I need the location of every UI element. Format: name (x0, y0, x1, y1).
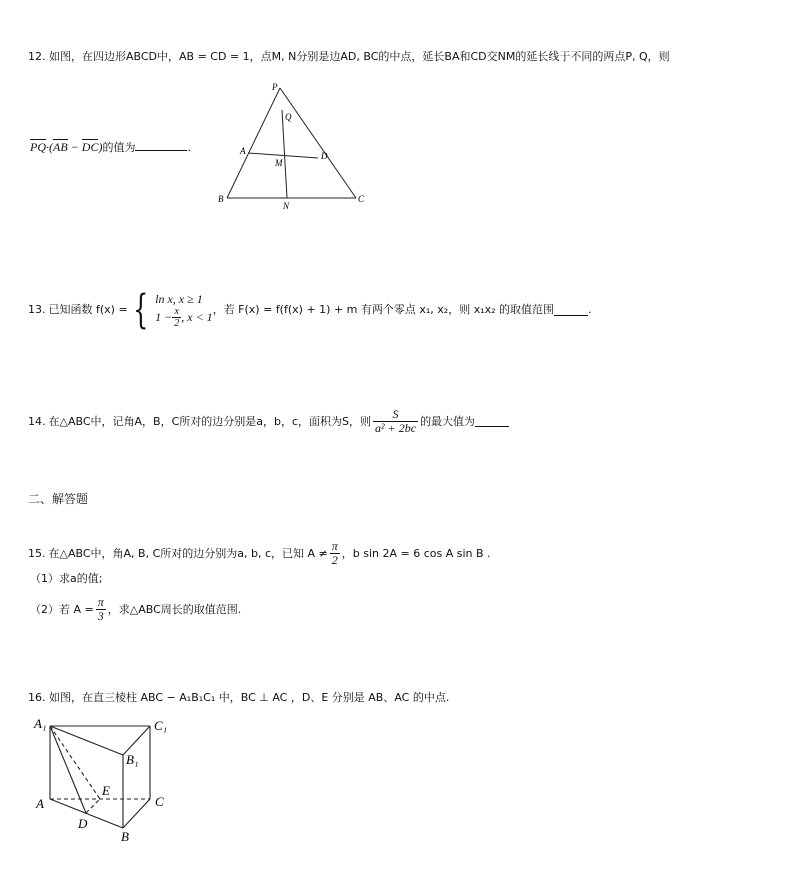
q15-part1: （1）求a的值; (30, 572, 103, 585)
q16-edge-b1c1 (123, 726, 150, 755)
q12-line-pc (280, 88, 356, 198)
q15-part2-num: π (97, 595, 104, 609)
q12-answer-blank[interactable] (135, 140, 187, 151)
q13-middle: ，若 F(x) = f(f(x) + 1) + m 有两个零点 x₁, x₂，则 x₁x₂ 的取值范围 (212, 303, 555, 316)
q12-label-m: M (275, 158, 283, 168)
q16-label-a: A (36, 796, 44, 811)
q12-close: ) (98, 140, 103, 154)
q13-case2-a: 1 − (155, 310, 173, 324)
q12-label-a: A (240, 146, 246, 156)
q13-period: . (588, 303, 592, 316)
q12-line-pb (227, 88, 280, 198)
q14-answer-blank[interactable] (475, 416, 509, 427)
q13-number: 13. (28, 303, 46, 316)
q12-period: . (187, 141, 191, 154)
q15-part2-fraction (96, 596, 106, 623)
q14-statement (28, 408, 509, 435)
q12-label-q: Q (285, 112, 292, 122)
q15-part2 (30, 596, 241, 623)
q16-statement (28, 691, 449, 705)
q12-label-d: D (321, 151, 328, 161)
q13-piecewise (128, 287, 213, 333)
q16-text: 如图，在直三棱柱 ABC − A₁B₁C₁ 中，BC ⊥ AC ，D、E 分别是 AB、AC 的中点. (49, 691, 450, 704)
q16-label-b1: B₁ (126, 752, 139, 767)
q15-text-b: ，b sin 2A = 6 cos A sin B . (341, 546, 491, 560)
q12-number: 12. (28, 50, 46, 63)
q16-label-c: C (155, 794, 164, 809)
q16-prism-figure (28, 712, 188, 847)
q15-fraction (330, 540, 340, 567)
q16-label-a1: A₁ (34, 716, 47, 731)
q16-label-e: E (102, 783, 110, 798)
q15-part2-a: （2）若 A = (30, 602, 94, 616)
q14-fraction (373, 408, 418, 435)
q13-case2 (155, 306, 213, 329)
q16-number: 16. (28, 691, 46, 704)
q12-label-p: P (272, 82, 278, 92)
q13-brace: { (132, 287, 149, 333)
q16-segment-a1e-hidden (50, 726, 100, 799)
q15-part2-den: 3 (97, 609, 104, 623)
q15-part2-b: ，求△ABC周长的取值范围. (107, 602, 242, 616)
q13-case2-den: 2 (174, 317, 180, 329)
q14-number: 14. (28, 414, 46, 428)
q12-line-qn (282, 110, 287, 198)
q12-label-n: N (283, 201, 290, 211)
q16-edge-a1b1 (50, 726, 123, 755)
q12-label-c: C (358, 194, 365, 204)
section-title: 二、解答题 (28, 492, 89, 506)
q15-number: 15. (28, 546, 46, 560)
q15-frac-den: 2 (331, 553, 338, 567)
q14-text: 在△ABC中，记角A，B，C所对的边分别是a，b，c，面积为S，则 (48, 414, 372, 428)
q13-answer-blank[interactable] (554, 305, 588, 316)
q16-label-d: D (78, 816, 88, 831)
q13-case1: ln x, x ≥ 1 (155, 291, 203, 306)
q15-text-a: 在△ABC中，角A, B, C所对的边分别为a, b, c，已知 A ≠ (48, 546, 328, 560)
q13-prefix: 已知函数 f(x) = (48, 303, 128, 316)
q12-label-b: B (218, 194, 224, 204)
q13-case2-fraction (172, 306, 181, 329)
q13-case2-num: x (174, 305, 179, 317)
q15-frac-num: π (331, 539, 338, 553)
q12-vector-pq: PQ (30, 140, 46, 154)
q13-case2-b: , x < 1 (181, 310, 213, 324)
q16-label-b: B (121, 829, 129, 844)
q12-statement (28, 50, 670, 64)
q16-label-c1: C₁ (154, 718, 168, 733)
q13-cases (155, 292, 213, 329)
q12-vector-ab: AB (53, 140, 68, 154)
q12-suffix: 的值为 (102, 141, 136, 154)
q12-vector-dc: DC (81, 140, 99, 154)
q14-frac-den: a² + 2bc (375, 421, 417, 435)
q12-minus: − (67, 140, 82, 154)
q12-expression (30, 140, 191, 155)
q12-text: 如图，在四边形ABCD中，AB = CD = 1，点M, N分别是边AD, BC的中点，延长BA和CD交NM的延长线于不同的两点P, Q，则 (49, 50, 670, 63)
q14-suffix: 的最大值为 (420, 414, 476, 428)
q16-segment-de-hidden (86, 799, 100, 813)
q15-statement (28, 540, 491, 567)
q16-segment-a1d (50, 726, 86, 813)
q16-edge-bc (123, 799, 150, 828)
q14-frac-num: S (392, 407, 399, 421)
q12-line-ad (248, 153, 318, 158)
q12-quadrilateral-figure (210, 78, 370, 213)
q12-dot: ·( (46, 140, 53, 154)
q13-statement (28, 287, 592, 333)
